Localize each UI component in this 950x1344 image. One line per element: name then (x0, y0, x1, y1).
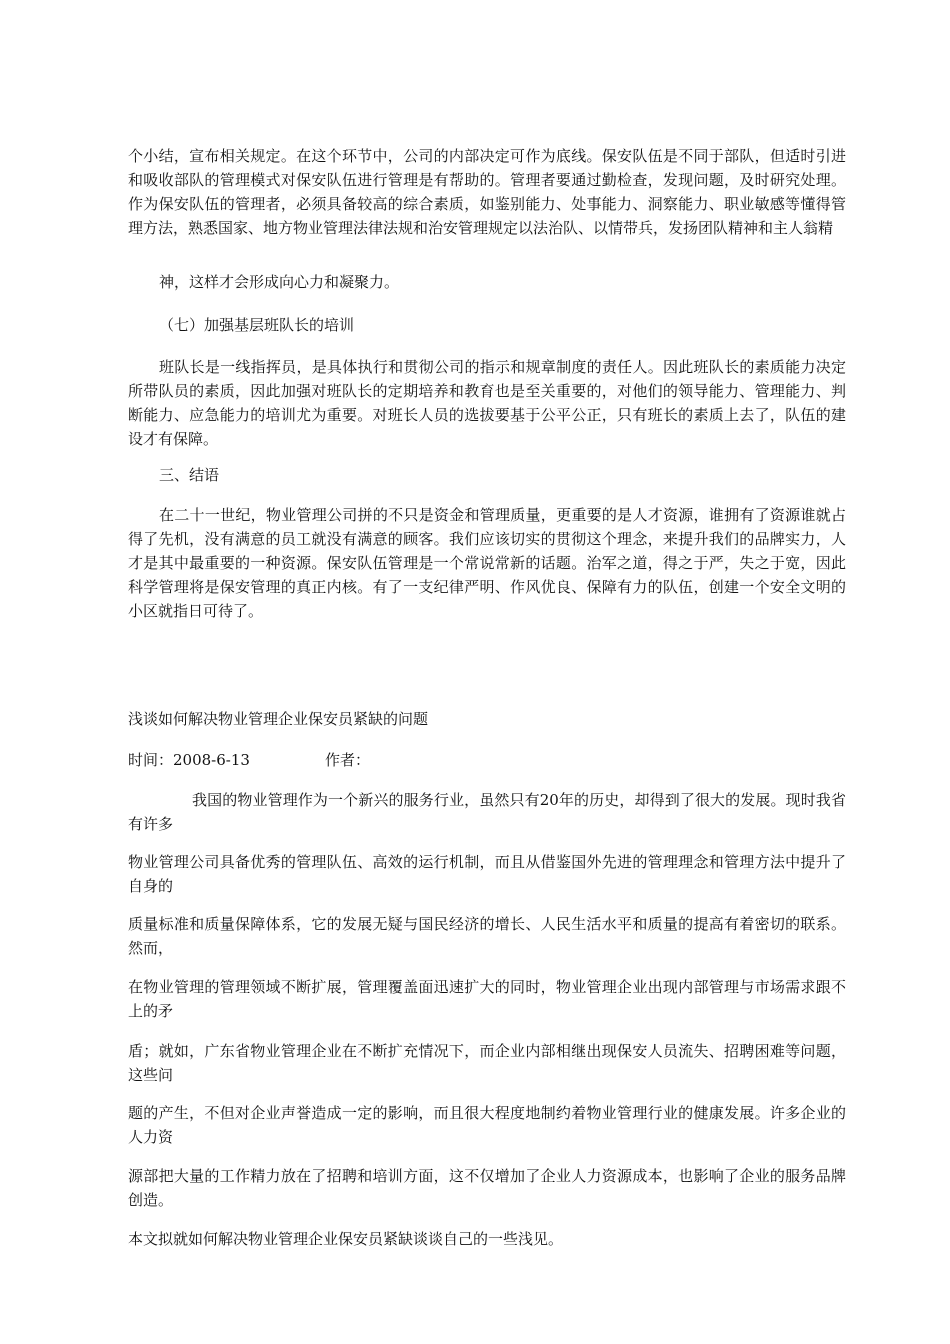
article-paragraph: 我国的物业管理作为一个新兴的服务行业，虽然只有20年的历史，却得到了很大的发展。现时我省有许多 (128, 791, 846, 833)
article-paragraph: 源部把大量的工作精力放在了招聘和培训方面，这不仅增加了企业人力资源成本，也影响了企业的服务品牌创造。 (128, 1167, 846, 1209)
article-paragraph: 题的产生，不但对企业声誉造成一定的影响，而且很大程度地制约着物业管理行业的健康发展。许多企业的人力资 (128, 1104, 846, 1146)
paragraph-conclusion: 在二十一世纪，物业管理公司拼的不只是资金和管理质量，更重要的是人才资源，谁拥有了资源谁就占得了先机，没有满意的员工就没有满意的顾客。我们应该切实的贯彻这个理念，来提升我们的品牌实力，人才是其中最重要的一种资源。保安队伍管理是一个常说常新的话题。治军之道，得之于严，失之于宽，因此科学管理将是保安管理的真正内核。有了一支纪律严明、作风优良、保障有力的队伍，创建一个安全文明的小区就指日可待了。 (128, 506, 846, 620)
article-paragraph: 质量标准和质量保障体系，它的发展无疑与国民经济的增长、人民生活水平和质量的提高有着密切的联系。然而， (128, 915, 846, 957)
section-heading-team-leader-training: （七）加强基层班队长的培训 (159, 316, 355, 334)
article-title: 浅谈如何解决物业管理企业保安员紧缺的问题 (128, 710, 429, 728)
article-paragraph: 物业管理公司具备优秀的管理队伍、高效的运行机制，而且从借鉴国外先进的管理理念和管理方法中提升了自身的 (128, 853, 846, 895)
section-heading-conclusion: 三、结语 (159, 466, 220, 484)
article-meta: 时间：2008-6-13 作者： (128, 751, 370, 769)
article-paragraph: 盾；就如，广东省物业管理企业在不断扩充情况下，而企业内部相继出现保安人员流失、招聘困难等问题，这些问 (128, 1042, 846, 1084)
paragraph-cohesion: 神，这样才会形成向心力和凝聚力。 (159, 273, 400, 291)
paragraph-management-model: 个小结，宣布相关规定。在这个环节中，公司的内部决定可作为底线。保安队伍是不同于部队，但适时引进和吸收部队的管理模式对保安队伍进行管理是有帮助的。管理者要通过勤检查，发现问题，及时研究处理。作为保安队伍的管理者，必须具备较高的综合素质，如鉴别能力、处事能力、洞察能力、职业敏感等懂得管理方法，熟悉国家、地方物业管理法律法规和治安管理规定以法治队、以情带兵，发扬团队精神和主人翁精 (128, 147, 846, 237)
article-paragraph: 本文拟就如何解决物业管理企业保安员紧缺谈谈自己的一些浅见。 (128, 1230, 564, 1248)
article-paragraph: 在物业管理的管理领域不断扩展，管理覆盖面迅速扩大的同时，物业管理企业出现内部管理与市场需求跟不上的矛 (128, 978, 846, 1020)
paragraph-team-leader: 班队长是一线指挥员，是具体执行和贯彻公司的指示和规章制度的责任人。因此班队长的素质能力决定所带队员的素质，因此加强对班队长的定期培养和教育也是至关重要的，对他们的领导能力、管理能力、判断能力、应急能力的培训尤为重要。对班长人员的选拔要基于公平公正，只有班长的素质上去了，队伍的建设才有保障。 (128, 358, 846, 448)
